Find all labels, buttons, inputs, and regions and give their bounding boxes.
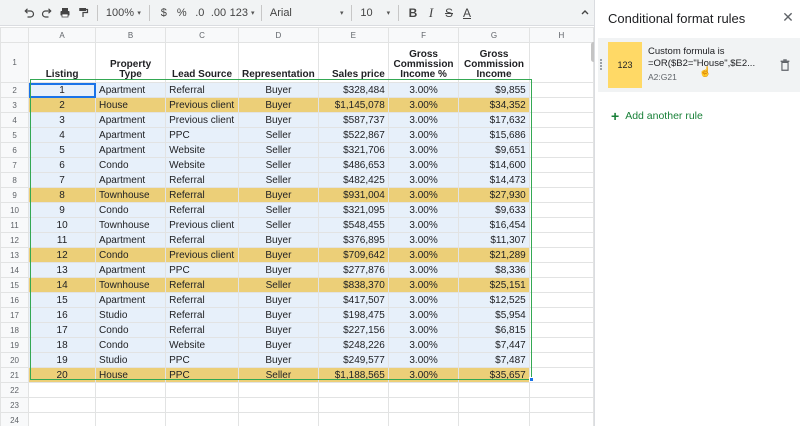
table-cell[interactable]: 6 [29,158,96,173]
empty-cell[interactable] [529,43,593,83]
table-cell[interactable]: Referral [166,188,239,203]
row-header[interactable]: 23 [1,398,29,413]
undo-icon[interactable] [20,3,38,23]
empty-cell[interactable] [166,398,239,413]
table-cell[interactable]: $11,307 [459,233,529,248]
text-color-button[interactable]: A [462,5,471,20]
caret-down-icon: ▾ [137,9,141,17]
add-rule-label: Add another rule [625,110,703,122]
table-cell[interactable]: $587,737 [318,113,388,128]
table-cell[interactable]: 3.00% [388,158,458,173]
corner-cell[interactable] [1,28,29,43]
table-cell[interactable]: Buyer [238,323,318,338]
toolbar-divider [261,5,262,21]
conditional-format-panel [594,0,800,426]
table-cell[interactable]: Studio [96,353,166,368]
table-cell[interactable]: $12,525 [459,293,529,308]
empty-cell[interactable] [388,413,458,426]
empty-cell[interactable] [529,413,593,426]
empty-cell[interactable] [388,398,458,413]
row-header[interactable]: 16 [1,293,29,308]
column-header-row [1,28,594,43]
table-cell[interactable]: Website [166,158,239,173]
table-cell[interactable]: 3 [29,113,96,128]
table-cell[interactable]: $277,876 [318,263,388,278]
row-header[interactable]: 4 [1,113,29,128]
table-row [1,368,594,383]
table-cell[interactable]: $17,632 [459,113,529,128]
row-header[interactable]: 7 [1,158,29,173]
table-cell[interactable]: Condo [96,338,166,353]
table-cell[interactable]: Referral [166,293,239,308]
empty-cell[interactable] [529,368,593,383]
more-toolbar-icon[interactable] [576,3,594,23]
column-header-b[interactable]: B [96,28,166,43]
italic-button[interactable]: I [428,4,434,20]
trash-icon[interactable] [778,58,792,72]
toolbar-divider [351,5,352,21]
table-cell[interactable]: 17 [29,323,96,338]
table-cell[interactable]: $321,095 [318,203,388,218]
table-cell[interactable]: Referral [166,278,239,293]
header-cell[interactable]: Property Type [96,43,166,83]
empty-cell[interactable] [529,158,593,173]
row-header[interactable]: 9 [1,188,29,203]
table-row [1,338,594,353]
table-cell[interactable]: Condo [96,203,166,218]
print-icon[interactable] [56,3,74,23]
row-header[interactable]: 14 [1,263,29,278]
table-cell[interactable]: 3.00% [388,263,458,278]
table-cell[interactable]: $34,352 [459,98,529,113]
percent-format-button[interactable]: % [176,6,187,19]
empty-cell[interactable] [529,233,593,248]
table-cell[interactable]: Previous client [166,113,239,128]
table-cell[interactable]: $5,954 [459,308,529,323]
table-cell[interactable]: 3.00% [388,248,458,263]
bold-button[interactable]: B [408,5,418,20]
spreadsheet-grid [0,27,594,426]
table-cell[interactable]: Apartment [96,263,166,278]
empty-cell[interactable] [459,398,529,413]
paint-format-icon[interactable] [74,3,92,23]
column-header-c[interactable]: C [166,28,239,43]
table-cell[interactable]: $14,600 [459,158,529,173]
empty-cell[interactable] [529,383,593,398]
table-cell[interactable]: $249,577 [318,353,388,368]
strikethrough-button[interactable]: S [444,5,453,20]
table-cell[interactable]: $522,867 [318,128,388,143]
table-cell[interactable]: $8,336 [459,263,529,278]
drag-handle-icon[interactable] [600,58,604,72]
table-cell[interactable]: 3.00% [388,368,458,383]
empty-cell[interactable] [238,383,318,398]
rule-range: A2:G21 [648,72,677,82]
table-cell[interactable]: Apartment [96,83,166,98]
table-cell[interactable]: Apartment [96,113,166,128]
table-cell[interactable]: 8 [29,188,96,203]
row-header[interactable]: 20 [1,353,29,368]
column-header-d[interactable]: D [238,28,318,43]
table-cell[interactable]: $21,289 [459,248,529,263]
table-cell[interactable]: House [96,98,166,113]
table-cell[interactable]: Referral [166,173,239,188]
table-row [1,83,594,98]
empty-cell[interactable] [29,383,96,398]
empty-cell[interactable] [166,383,239,398]
header-cell[interactable]: Representation [238,43,318,83]
table-cell[interactable]: Seller [238,143,318,158]
table-cell[interactable]: 9 [29,203,96,218]
table-cell[interactable]: PPC [166,368,239,383]
empty-cell[interactable] [318,383,388,398]
table-cell[interactable]: $7,447 [459,338,529,353]
table-cell[interactable]: Buyer [238,83,318,98]
empty-cell[interactable] [529,263,593,278]
row-header[interactable]: 2 [1,83,29,98]
table-cell[interactable]: Referral [166,323,239,338]
plus-icon: + [611,108,620,124]
more-formats-label: 123 [229,6,249,19]
empty-cell[interactable] [529,143,593,158]
increase-decimal-button[interactable]: .00 [210,6,227,19]
table-cell[interactable]: 3.00% [388,278,458,293]
table-cell[interactable]: 3.00% [388,233,458,248]
table-cell[interactable]: 19 [29,353,96,368]
panel-title: Conditional format rules [608,11,746,26]
table-row [1,398,594,413]
fill-handle[interactable] [529,377,534,382]
table-cell[interactable]: 12 [29,248,96,263]
close-icon[interactable]: ✕ [782,9,794,25]
table-cell[interactable]: Apartment [96,233,166,248]
table-cell[interactable]: Studio [96,308,166,323]
table-row [1,128,594,143]
table-cell[interactable]: 15 [29,293,96,308]
table-cell[interactable]: $1,188,565 [318,368,388,383]
table-cell[interactable]: Buyer [238,308,318,323]
header-cell[interactable]: Gross Commission Income [459,43,529,83]
row-header[interactable]: 5 [1,128,29,143]
table-cell[interactable]: Website [166,338,239,353]
empty-cell[interactable] [529,203,593,218]
row-header[interactable]: 24 [1,413,29,426]
table-cell[interactable]: 2 [29,98,96,113]
empty-cell[interactable] [96,398,166,413]
table-cell[interactable]: 13 [29,263,96,278]
table-cell[interactable]: Seller [238,173,318,188]
table-cell[interactable]: Buyer [238,113,318,128]
table-cell[interactable]: Condo [96,158,166,173]
table-cell[interactable]: 3.00% [388,83,458,98]
header-cell[interactable]: Lead Source [166,43,239,83]
table-cell[interactable]: Seller [238,128,318,143]
format-rule-card[interactable] [598,38,800,92]
format-preview-swatch: 123 [608,42,642,88]
table-cell[interactable]: $16,454 [459,218,529,233]
add-another-rule-button[interactable] [611,108,703,124]
empty-cell[interactable] [459,413,529,426]
empty-cell[interactable] [529,398,593,413]
table-cell[interactable]: 3.00% [388,113,458,128]
table-cell[interactable]: Referral [166,308,239,323]
row-header[interactable]: 3 [1,98,29,113]
table-cell[interactable]: 3.00% [388,323,458,338]
empty-cell[interactable] [318,398,388,413]
table-cell[interactable]: Previous client [166,218,239,233]
table-row [1,203,594,218]
empty-cell[interactable] [529,173,593,188]
table-row [1,263,594,278]
table-cell[interactable]: PPC [166,128,239,143]
table-cell[interactable]: 4 [29,128,96,143]
row-header[interactable]: 1 [1,43,29,83]
row-header[interactable]: 17 [1,308,29,323]
row-header[interactable]: 15 [1,278,29,293]
column-header-g[interactable]: G [459,28,529,43]
row-header[interactable]: 12 [1,233,29,248]
empty-cell[interactable] [529,248,593,263]
table-row [1,98,594,113]
table-row [1,353,594,368]
table-cell[interactable]: Seller [238,203,318,218]
empty-cell[interactable] [96,383,166,398]
table-cell[interactable]: Seller [238,368,318,383]
table-cell[interactable]: $7,487 [459,353,529,368]
column-header-h[interactable]: H [529,28,593,43]
table-row [1,43,594,83]
table-cell[interactable]: Previous client [166,248,239,263]
table-row [1,218,594,233]
caret-down-icon: ▾ [339,9,344,17]
toolbar-divider [398,5,399,21]
table-cell[interactable]: Buyer [238,338,318,353]
empty-cell[interactable] [529,293,593,308]
table-cell[interactable]: $35,657 [459,368,529,383]
table-cell[interactable]: Referral [166,83,239,98]
table-row [1,308,594,323]
row-header[interactable]: 18 [1,323,29,338]
rule-formula: =OR($B2="House",$E2... [648,58,756,69]
empty-cell[interactable] [529,128,593,143]
table-cell[interactable]: Seller [238,278,318,293]
empty-cell[interactable] [29,398,96,413]
table-cell[interactable]: House [96,368,166,383]
table-cell[interactable]: $548,455 [318,218,388,233]
empty-cell[interactable] [529,323,593,338]
table-cell[interactable]: $9,633 [459,203,529,218]
table-cell[interactable]: Seller [238,158,318,173]
table-cell[interactable]: Condo [96,323,166,338]
more-formats-button[interactable] [228,3,256,23]
table-cell[interactable]: 10 [29,218,96,233]
table-cell[interactable]: $1,145,078 [318,98,388,113]
table-cell[interactable]: Townhouse [96,188,166,203]
table-cell[interactable]: 3.00% [388,188,458,203]
table-row [1,383,594,398]
empty-cell[interactable] [318,413,388,426]
table-cell[interactable]: 3.00% [388,338,458,353]
table-cell[interactable]: PPC [166,353,239,368]
table-cell[interactable]: Apartment [96,143,166,158]
table-cell[interactable]: Buyer [238,293,318,308]
table-cell[interactable]: $25,151 [459,278,529,293]
table-row [1,158,594,173]
table-cell[interactable]: $198,475 [318,308,388,323]
row-header[interactable]: 6 [1,143,29,158]
empty-cell[interactable] [459,383,529,398]
table-cell[interactable]: $248,226 [318,338,388,353]
table-row [1,113,594,128]
table-cell[interactable]: $376,895 [318,233,388,248]
table-row [1,293,594,308]
toolbar-divider [149,5,150,21]
row-header[interactable]: 22 [1,383,29,398]
table-row [1,173,594,188]
toolbar [0,0,594,26]
table-cell[interactable]: 3.00% [388,308,458,323]
header-cell[interactable]: Sales price [318,43,388,83]
row-header[interactable]: 10 [1,203,29,218]
table-cell[interactable]: $486,653 [318,158,388,173]
redo-icon[interactable] [38,3,56,23]
table-cell[interactable]: 3.00% [388,98,458,113]
table-cell[interactable]: 1 [29,83,96,98]
empty-cell[interactable] [96,413,166,426]
font-value: Arial [269,6,292,19]
header-cell[interactable]: Listing [29,43,96,83]
table-cell[interactable]: Apartment [96,293,166,308]
table-cell[interactable]: $709,642 [318,248,388,263]
empty-cell[interactable] [529,218,593,233]
zoom-select[interactable] [103,3,144,23]
empty-cell[interactable] [529,188,593,203]
column-header-a[interactable]: A [29,28,96,43]
empty-cell[interactable] [529,113,593,128]
table-cell[interactable]: Previous client [166,98,239,113]
table-cell[interactable]: 16 [29,308,96,323]
table-cell[interactable]: 3.00% [388,353,458,368]
table-cell[interactable]: 3.00% [388,218,458,233]
table-cell[interactable]: 11 [29,233,96,248]
table-cell[interactable]: $417,507 [318,293,388,308]
table-cell[interactable]: Buyer [238,98,318,113]
table-cell[interactable]: 3.00% [388,128,458,143]
row-header[interactable]: 11 [1,218,29,233]
table-cell[interactable]: Townhouse [96,278,166,293]
font-select[interactable] [267,3,347,23]
empty-cell[interactable] [388,383,458,398]
row-header[interactable]: 8 [1,173,29,188]
table-cell[interactable]: $482,425 [318,173,388,188]
table-cell[interactable]: $321,706 [318,143,388,158]
empty-cell[interactable] [238,398,318,413]
zoom-value: 100% [105,6,135,19]
table-cell[interactable]: 3.00% [388,173,458,188]
row-header[interactable]: 21 [1,368,29,383]
table-cell[interactable]: $931,004 [318,188,388,203]
row-header[interactable]: 13 [1,248,29,263]
column-header-e[interactable]: E [318,28,388,43]
table-cell[interactable]: $227,156 [318,323,388,338]
table-row [1,323,594,338]
table-cell[interactable]: Apartment [96,173,166,188]
sheet-table [0,27,594,426]
empty-cell[interactable] [166,413,239,426]
font-size-select[interactable] [357,3,393,23]
table-cell[interactable]: $15,686 [459,128,529,143]
table-cell[interactable]: Condo [96,248,166,263]
table-row [1,278,594,293]
toolbar-divider [97,5,98,21]
table-cell[interactable]: Referral [166,233,239,248]
table-cell[interactable]: PPC [166,263,239,278]
table-cell[interactable]: 7 [29,173,96,188]
table-cell[interactable]: $838,370 [318,278,388,293]
empty-cell[interactable] [529,308,593,323]
currency-format-button[interactable]: $ [160,6,167,19]
table-cell[interactable]: 18 [29,338,96,353]
header-cell[interactable]: Gross Commission Income % [388,43,458,83]
table-row [1,143,594,158]
table-cell[interactable]: Townhouse [96,218,166,233]
table-row [1,248,594,263]
font-size-value: 10 [360,6,373,19]
table-cell[interactable]: Buyer [238,248,318,263]
table-cell[interactable]: Website [166,143,239,158]
table-cell[interactable]: 3.00% [388,293,458,308]
table-row [1,413,594,426]
table-cell[interactable]: 20 [29,368,96,383]
empty-cell[interactable] [529,353,593,368]
decrease-decimal-button[interactable]: .0 [195,6,205,19]
table-cell[interactable]: Buyer [238,353,318,368]
table-row [1,233,594,248]
table-cell[interactable]: $9,855 [459,83,529,98]
table-cell[interactable]: $9,651 [459,143,529,158]
hand-cursor-icon: ☝ [699,67,712,78]
table-cell[interactable]: $27,930 [459,188,529,203]
empty-cell[interactable] [529,278,593,293]
table-cell[interactable]: Seller [238,218,318,233]
empty-cell[interactable] [529,83,593,98]
empty-cell[interactable] [238,413,318,426]
table-cell[interactable]: $328,484 [318,83,388,98]
table-cell[interactable]: Buyer [238,233,318,248]
table-cell[interactable]: Apartment [96,128,166,143]
table-cell[interactable]: $6,815 [459,323,529,338]
caret-down-icon: ▾ [251,9,255,17]
table-cell[interactable]: Buyer [238,263,318,278]
empty-cell[interactable] [29,413,96,426]
row-header[interactable]: 19 [1,338,29,353]
empty-cell[interactable] [529,338,593,353]
column-header-f[interactable]: F [388,28,458,43]
caret-down-icon: ▾ [386,9,391,17]
table-cell[interactable]: Buyer [238,188,318,203]
table-cell[interactable]: Referral [166,203,239,218]
table-cell[interactable]: 14 [29,278,96,293]
rule-condition-type: Custom formula is [648,46,725,57]
table-row [1,188,594,203]
table-cell[interactable]: 5 [29,143,96,158]
empty-cell[interactable] [529,98,593,113]
table-cell[interactable]: 3.00% [388,143,458,158]
table-cell[interactable]: 3.00% [388,203,458,218]
table-cell[interactable]: $14,473 [459,173,529,188]
